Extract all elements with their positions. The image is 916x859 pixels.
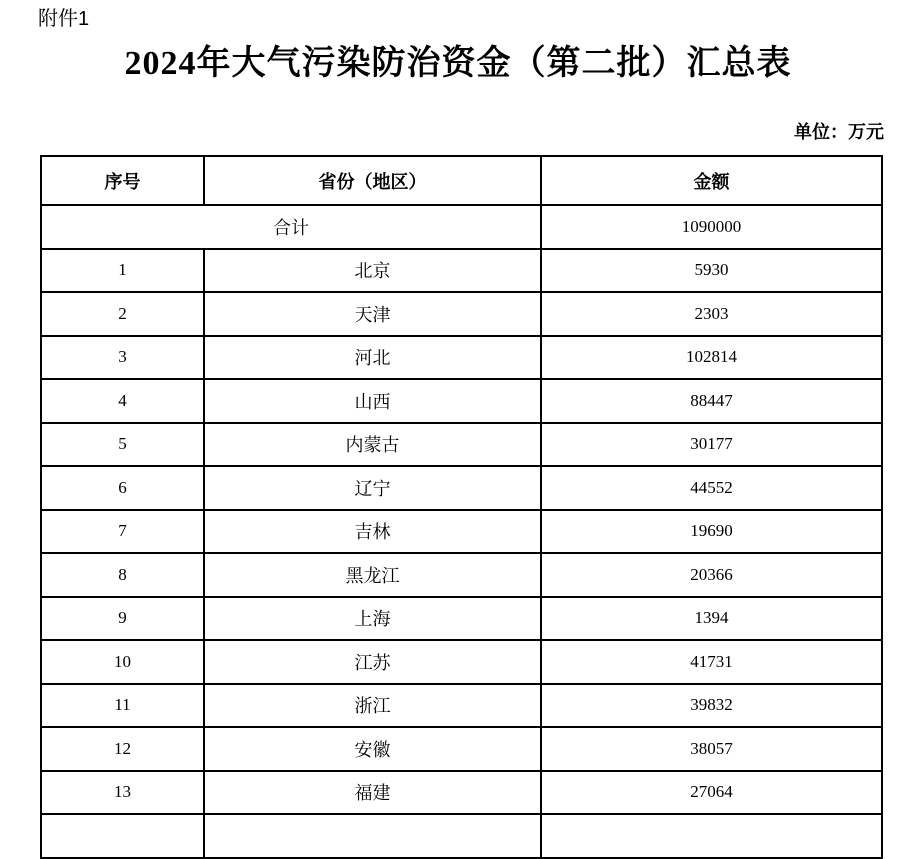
cell-province: 黑龙江 — [204, 553, 541, 597]
table-row — [41, 336, 882, 380]
cell-province — [204, 814, 541, 858]
table-row — [41, 640, 882, 684]
funds-summary-table — [40, 155, 883, 859]
cell-no: 12 — [41, 727, 204, 771]
column-header-amount: 金额 — [541, 156, 882, 205]
table-row — [41, 466, 882, 510]
cell-amount: 41731 — [541, 640, 882, 684]
cell-amount: 27064 — [541, 771, 882, 815]
cell-amount: 44552 — [541, 466, 882, 510]
cell-no: 10 — [41, 640, 204, 684]
cell-province: 福建 — [204, 771, 541, 815]
table-header-row — [41, 156, 882, 205]
cell-amount: 5930 — [541, 249, 882, 293]
table-row — [41, 684, 882, 728]
cell-province: 山西 — [204, 379, 541, 423]
cell-amount: 20366 — [541, 553, 882, 597]
cell-province: 天津 — [204, 292, 541, 336]
table-row — [41, 510, 882, 554]
cell-no: 9 — [41, 597, 204, 641]
cell-amount: 88447 — [541, 379, 882, 423]
total-row — [41, 205, 882, 249]
table-row — [41, 597, 882, 641]
cell-amount: 38057 — [541, 727, 882, 771]
cell-province: 江苏 — [204, 640, 541, 684]
unit-label: 单位：万元 — [794, 122, 884, 142]
cell-no: 6 — [41, 466, 204, 510]
table-row — [41, 423, 882, 467]
table-row-clipped — [41, 814, 882, 858]
page-title: 2024年大气污染防治资金（第二批）汇总表 — [124, 45, 792, 82]
cell-amount: 1394 — [541, 597, 882, 641]
cell-no: 8 — [41, 553, 204, 597]
table-row — [41, 727, 882, 771]
cell-no: 2 — [41, 292, 204, 336]
cell-amount — [541, 814, 882, 858]
table-row — [41, 553, 882, 597]
cell-amount: 2303 — [541, 292, 882, 336]
cell-no: 11 — [41, 684, 204, 728]
cell-province: 内蒙古 — [204, 423, 541, 467]
table-row — [41, 771, 882, 815]
cell-no: 13 — [41, 771, 204, 815]
cell-amount: 30177 — [541, 423, 882, 467]
cell-no: 4 — [41, 379, 204, 423]
cell-no: 5 — [41, 423, 204, 467]
cell-province: 上海 — [204, 597, 541, 641]
attachment-label: 附件1 — [38, 8, 90, 30]
total-amount: 1090000 — [541, 205, 882, 249]
cell-no — [41, 814, 204, 858]
cell-no: 7 — [41, 510, 204, 554]
cell-province: 安徽 — [204, 727, 541, 771]
cell-province: 浙江 — [204, 684, 541, 728]
column-header-province: 省份（地区） — [204, 156, 541, 205]
total-label: 合计 — [41, 205, 541, 249]
cell-no: 3 — [41, 336, 204, 380]
cell-amount: 102814 — [541, 336, 882, 380]
cell-province: 吉林 — [204, 510, 541, 554]
cell-amount: 19690 — [541, 510, 882, 554]
table-row — [41, 292, 882, 336]
cell-no: 1 — [41, 249, 204, 293]
cell-province: 北京 — [204, 249, 541, 293]
table-row — [41, 249, 882, 293]
table-row — [41, 379, 882, 423]
cell-amount: 39832 — [541, 684, 882, 728]
cell-province: 辽宁 — [204, 466, 541, 510]
cell-province: 河北 — [204, 336, 541, 380]
column-header-no: 序号 — [41, 156, 204, 205]
